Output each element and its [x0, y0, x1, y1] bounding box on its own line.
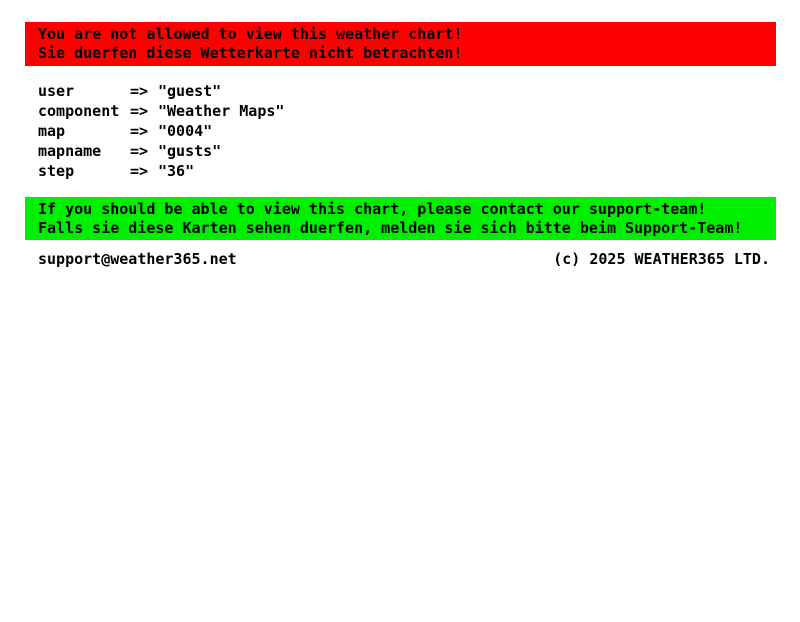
support-line-en: If you should be able to view this chart, please contact our support-team! — [38, 199, 707, 218]
detail-arrow: => — [130, 162, 149, 180]
error-line-en: You are not allowed to view this weather chart! — [38, 25, 463, 43]
detail-value: "Weather Maps" — [158, 102, 285, 120]
support-email: support@weather365.net — [38, 250, 237, 268]
detail-key: step — [38, 162, 75, 180]
support-banner — [25, 197, 776, 240]
error-line-de: Sie duerfen diese Wetterkarte nicht betrachten! — [38, 44, 463, 62]
copyright-text: (c) 2025 WEATHER365 LTD. — [553, 250, 770, 268]
detail-arrow: => — [130, 102, 149, 120]
detail-arrow: => — [130, 122, 149, 140]
support-line-de: Falls sie diese Karten sehen duerfen, melden sie sich bitte beim Support-Team! — [38, 218, 743, 237]
detail-key: map — [38, 122, 66, 140]
detail-row-map — [38, 121, 800, 141]
detail-row-component — [38, 101, 800, 121]
detail-arrow: => — [130, 142, 149, 160]
detail-row-mapname — [38, 141, 800, 161]
footer — [38, 250, 770, 269]
detail-value: "guest" — [158, 82, 222, 100]
error-banner — [25, 22, 776, 66]
request-details-block — [38, 81, 800, 181]
detail-row-user — [38, 81, 800, 101]
detail-value: "gusts" — [158, 142, 222, 160]
detail-key: mapname — [38, 142, 102, 160]
detail-row-step — [38, 161, 800, 181]
detail-value: "0004" — [158, 122, 213, 140]
detail-value: "36" — [158, 162, 195, 180]
detail-key: user — [38, 82, 75, 100]
detail-key: component — [38, 102, 120, 120]
access-denied-page — [0, 22, 800, 269]
detail-arrow: => — [130, 82, 149, 100]
